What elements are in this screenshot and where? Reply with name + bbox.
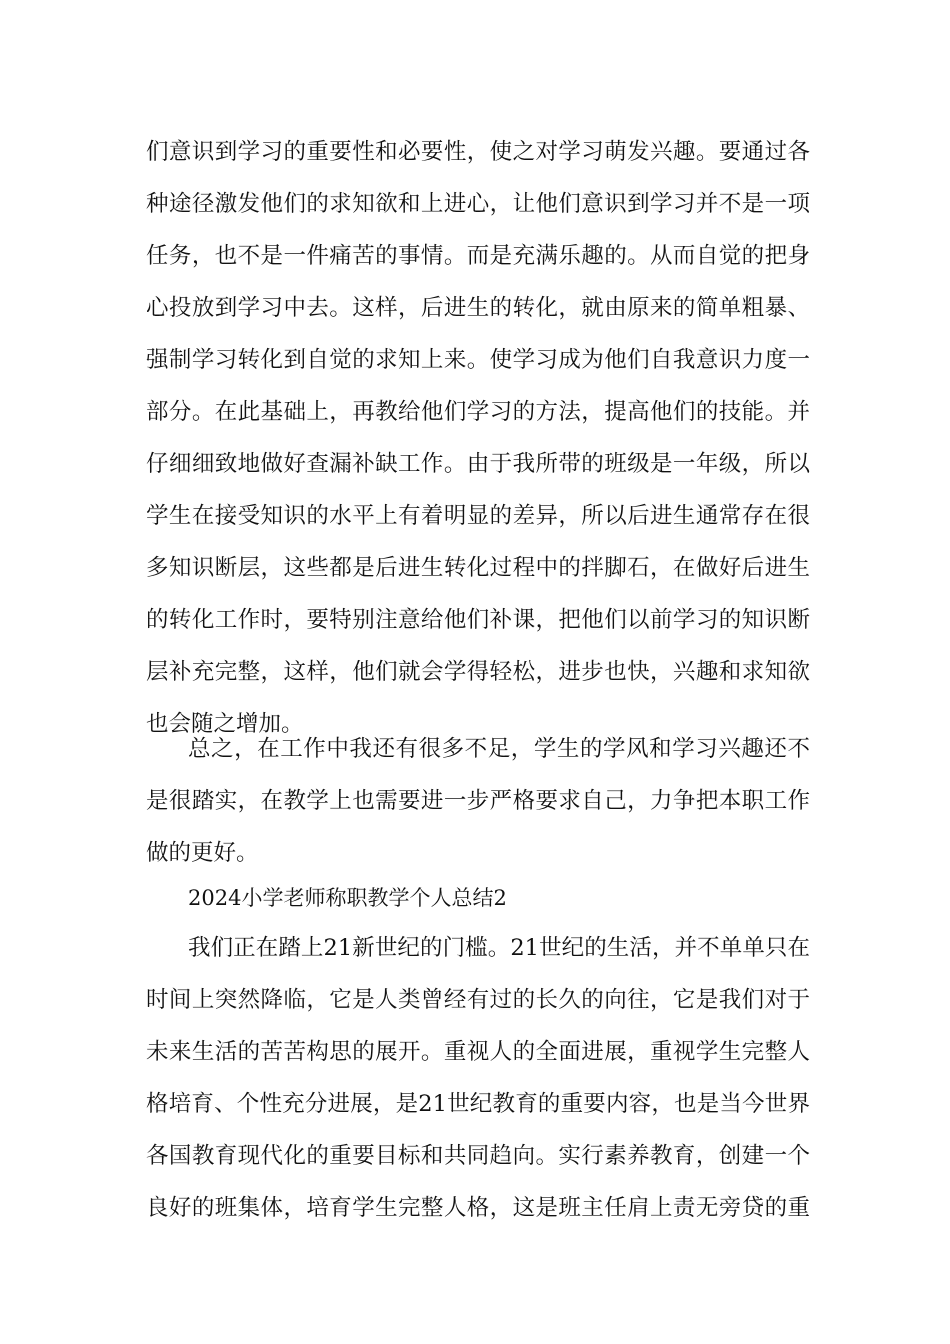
text-line: 的转化工作时，要特别注意给他们补课，把他们以前学习的知识断 xyxy=(146,607,810,633)
paragraph-3 xyxy=(146,922,810,1234)
text-line: 良好的班集体，培育学生完整人格，这是班主任肩上责无旁贷的重 xyxy=(146,1195,810,1221)
text-line: 多知识断层，这些都是后进生转化过程中的拌脚石，在做好后进生 xyxy=(146,555,810,581)
text-line: 强制学习转化到自觉的求知上来。使学习成为他们自我意识力度一 xyxy=(146,347,810,373)
text-line: 部分。在此基础上，再教给他们学习的方法，提高他们的技能。并 xyxy=(146,399,810,425)
text-line: 也会随之增加。 xyxy=(146,711,304,737)
text-line: 学生在接受知识的水平上有着明显的差异，所以后进生通常存在很 xyxy=(146,503,810,529)
text-line: 仔细细致地做好查漏补缺工作。由于我所带的班级是一年级，所以 xyxy=(146,451,810,477)
text-line: 层补充完整，这样，他们就会学得轻松，进步也快，兴趣和求知欲 xyxy=(146,659,810,685)
text-line: 总之，在工作中我还有很多不足，学生的学风和学习兴趣还不 xyxy=(188,736,810,762)
paragraph-2 xyxy=(146,723,810,879)
text-line: 各国教育现代化的重要目标和共同趋向。实行素养教育，创建一个 xyxy=(146,1143,810,1169)
text-line: 种途径激发他们的求知欲和上进心，让他们意识到学习并不是一项 xyxy=(146,191,810,217)
text-line: 是很踏实，在教学上也需要进一步严格要求自己，力争把本职工作 xyxy=(146,788,810,814)
text-line: 时间上突然降临，它是人类曾经有过的长久的向往，它是我们对于 xyxy=(146,987,810,1013)
section-heading xyxy=(146,872,810,924)
paragraph-1 xyxy=(146,126,810,750)
text-line: 格培育、个性充分进展，是21世纪教育的重要内容，也是当今世界 xyxy=(146,1091,810,1117)
text-line: 们意识到学习的重要性和必要性，使之对学习萌发兴趣。要通过各 xyxy=(146,139,810,165)
text-line: 心投放到学习中去。这样，后进生的转化，就由原来的简单粗暴、 xyxy=(146,295,810,321)
text-line: 未来生活的苦苦构思的展开。重视人的全面进展，重视学生完整人 xyxy=(146,1039,810,1065)
text-line: 任务，也不是一件痛苦的事情。而是充满乐趣的。从而自觉的把身 xyxy=(146,243,810,269)
text-line: 我们正在踏上21新世纪的门槛。21世纪的生活，并不单单只在 xyxy=(188,935,810,961)
section-title: 2024小学老师称职教学个人总结2 xyxy=(188,886,507,910)
text-line: 做的更好。 xyxy=(146,840,259,866)
